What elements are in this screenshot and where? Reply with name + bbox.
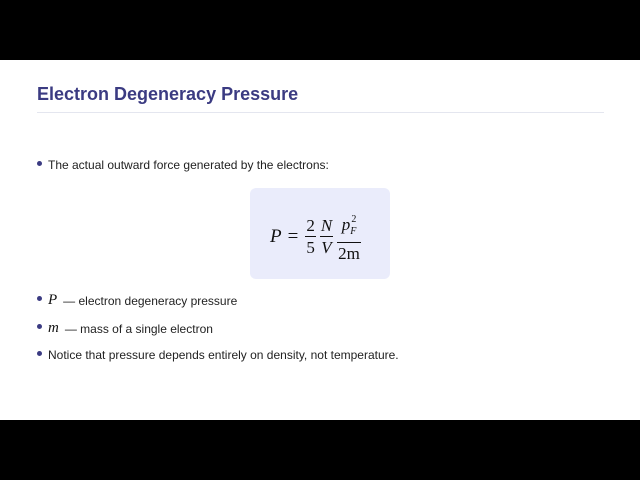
frac3-superscript: 2 (351, 214, 357, 225)
frac3-subscript: F (350, 226, 357, 237)
slide-title: Electron Degeneracy Pressure (37, 84, 299, 104)
frac1-numerator: 2 (306, 216, 315, 235)
bullet-dot-icon (37, 351, 42, 356)
letterbox-bottom (0, 420, 640, 480)
slide (0, 60, 640, 420)
fraction-two-fifths (305, 216, 316, 258)
bullet-note (37, 348, 399, 362)
formula-lhs: P (270, 226, 282, 247)
frac3-numerator (341, 210, 358, 242)
formula-box (250, 188, 390, 279)
bullet-intro (37, 158, 329, 172)
bullet-definition-p (37, 292, 237, 309)
definition-symbol: m (48, 320, 59, 336)
bullet-definition-m (37, 320, 213, 337)
frac2-denominator: V (321, 238, 332, 257)
formula-equals: = (287, 226, 299, 247)
bullet-dot-icon (37, 296, 42, 301)
definition-text: — electron degeneracy pressure (63, 293, 238, 308)
fraction-momentum (337, 210, 361, 264)
bullet-dot-icon (37, 161, 42, 166)
bullet-intro-text: The actual outward force generated by the electrons: (48, 158, 329, 172)
frac1-denominator: 5 (306, 238, 315, 257)
frac3-denominator: 2m (338, 244, 360, 263)
bullet-note-text: Notice that pressure depends entirely on density, not temperature. (48, 348, 399, 362)
letterbox-top (0, 0, 640, 60)
definition-symbol: P (48, 292, 58, 308)
frac3-base: p (341, 215, 351, 234)
definition-text: — mass of a single electron (64, 321, 213, 336)
frac2-numerator: N (320, 216, 333, 235)
fraction-n-over-v (320, 216, 333, 258)
bullet-dot-icon (37, 324, 42, 329)
title-divider (37, 112, 604, 113)
pressure-formula (270, 210, 363, 264)
